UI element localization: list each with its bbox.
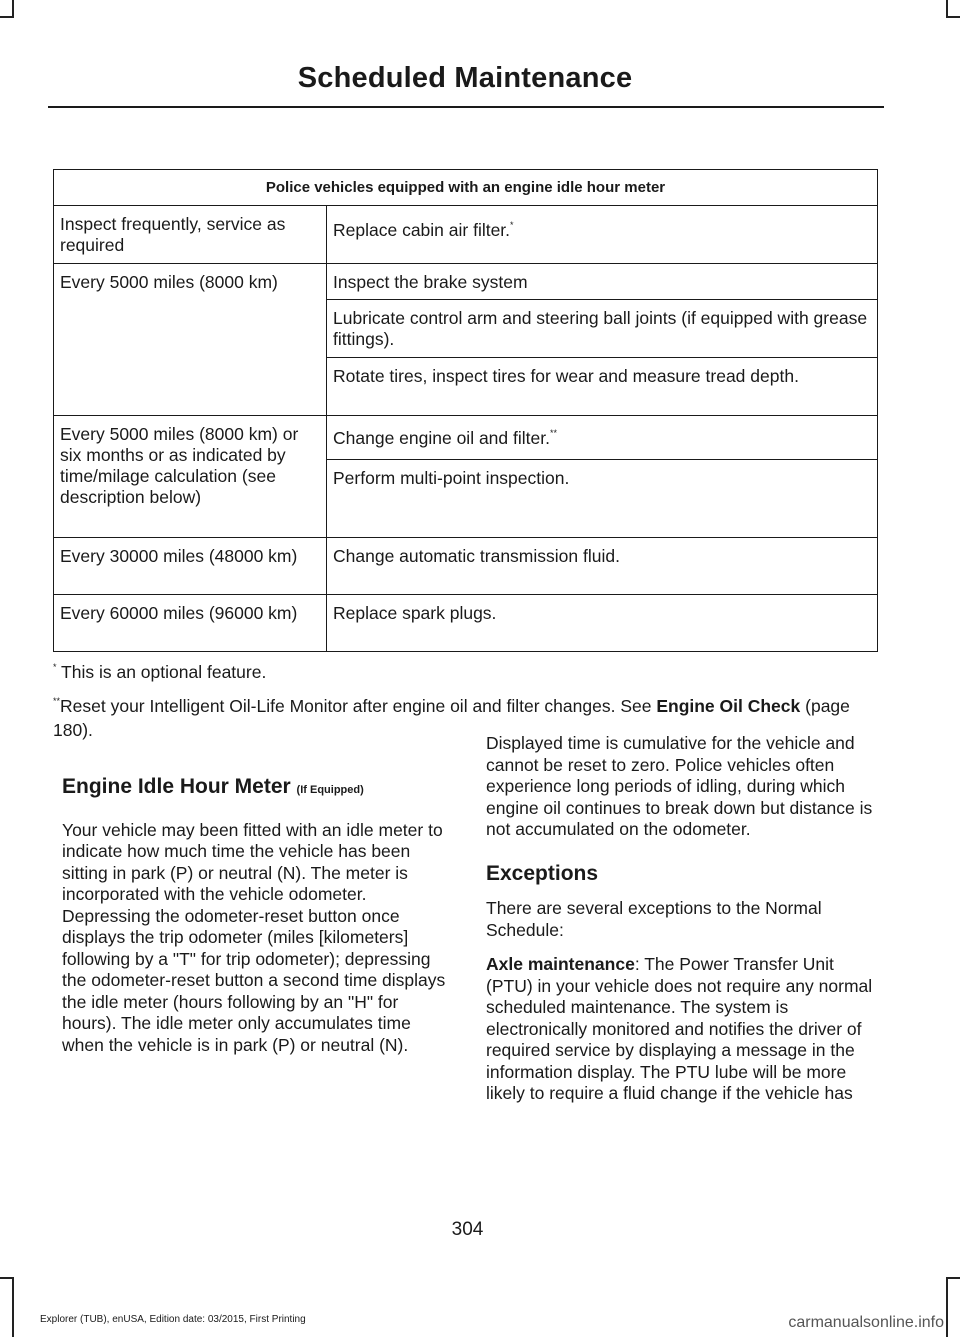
task-cell: Change automatic transmission fluid.: [327, 538, 878, 595]
body-paragraph: Your vehicle may been fitted with an idle meter to indicate how much time the vehicle has been sitting in park (P) or neutral (N). The meter is incorporated with the vehicle odometer. Depressing the odometer-reset button once displays the trip odometer (miles [kilometers] following by a "T" for trip odometer); depressing the odometer-reset button a second time displays the idle meter (hours following by an "H" for hours). The idle meter only accumulates time when the vehicle is in park (P) or neutral (N).: [62, 819, 446, 1055]
table-row: [54, 416, 878, 460]
crop-mark: [0, 1277, 14, 1279]
body-paragraph: [486, 954, 882, 1105]
footnote-optional: [53, 660, 878, 684]
body-paragraph: There are several exceptions to the Normal Schedule:: [486, 898, 822, 940]
crop-mark: [12, 1277, 14, 1337]
crop-mark: [946, 1277, 948, 1337]
crop-mark: [946, 16, 960, 18]
table-row: [54, 595, 878, 652]
footnote-text: This is an optional feature.: [56, 662, 267, 682]
right-column: [486, 733, 882, 1118]
interval-cell: Inspect frequently, service as required: [54, 206, 327, 264]
table-heading: Police vehicles equipped with an engine idle hour meter: [54, 170, 878, 206]
interval-cell: Every 5000 miles (8000 km): [54, 264, 327, 416]
table-header-row: [54, 170, 878, 206]
task-cell: Rotate tires, inspect tires for wear and measure tread depth.: [327, 358, 878, 416]
crop-mark: [946, 1277, 960, 1279]
left-column: [62, 776, 450, 1069]
watermark: carmanualsonline.info: [788, 1314, 944, 1331]
axle-text: : The Power Transfer Unit (PTU) in your vehicle does not require any normal scheduled maintenance. The system is electronically monitored and notifies the driver of required service by displaying a message in the information display. The PTU lube will be more likely to require a fluid change if the vehicle has: [486, 954, 873, 1103]
footnote-mark: **: [549, 428, 557, 438]
table-row: [54, 538, 878, 595]
edition-footer: Explorer (TUB), enUSA, Edition date: 03/2015, First Printing: [40, 1314, 306, 1325]
task-cell: [327, 416, 878, 460]
task-cell: Inspect the brake system: [327, 264, 878, 300]
maintenance-table: [53, 169, 878, 652]
section-heading: [62, 776, 450, 802]
task-cell: Lubricate control arm and steering ball joints (if equipped with grease fittings).: [327, 300, 878, 358]
header-divider: [48, 106, 884, 108]
task-cell: [327, 206, 878, 264]
section-heading: Exceptions: [486, 861, 599, 885]
footnote-mark: *: [53, 662, 57, 672]
body-paragraph: Displayed time is cumulative for the vehicle and cannot be reset to zero. Police vehicles often experience long periods of idling, during which engine oil continues to break down but distance is not accumulated on the odometer.: [486, 733, 873, 839]
interval-cell: Every 60000 miles (96000 km): [54, 595, 327, 652]
page-number: 304: [451, 1219, 484, 1240]
page-reference: (page 180).: [53, 696, 850, 740]
table-row: [54, 206, 878, 264]
task-text: Replace cabin air filter.: [333, 220, 511, 240]
footnote-mark: **: [53, 696, 61, 706]
interval-cell: Every 30000 miles (48000 km): [54, 538, 327, 595]
interval-cell: Every 5000 miles (8000 km) or six months or as indicated by time/milage calculation (see description below): [54, 416, 327, 538]
table-row: [54, 264, 878, 300]
crop-mark: [0, 16, 14, 18]
task-cell: Replace spark plugs.: [327, 595, 878, 652]
axle-label: Axle maintenance: [486, 954, 635, 974]
page-title: Scheduled Maintenance: [297, 62, 633, 94]
footnote-text: Reset your Intelligent Oil-Life Monitor after engine oil and filter changes. See: [60, 696, 657, 716]
task-text: Change engine oil and filter.: [333, 428, 550, 448]
task-cell: Perform multi-point inspection.: [327, 460, 878, 538]
heading-text: Engine Idle Hour Meter: [62, 775, 291, 798]
cross-reference-link[interactable]: Engine Oil Check: [656, 696, 801, 716]
heading-suffix: (If Equipped): [296, 784, 364, 796]
footnote-mark: *: [510, 220, 514, 230]
